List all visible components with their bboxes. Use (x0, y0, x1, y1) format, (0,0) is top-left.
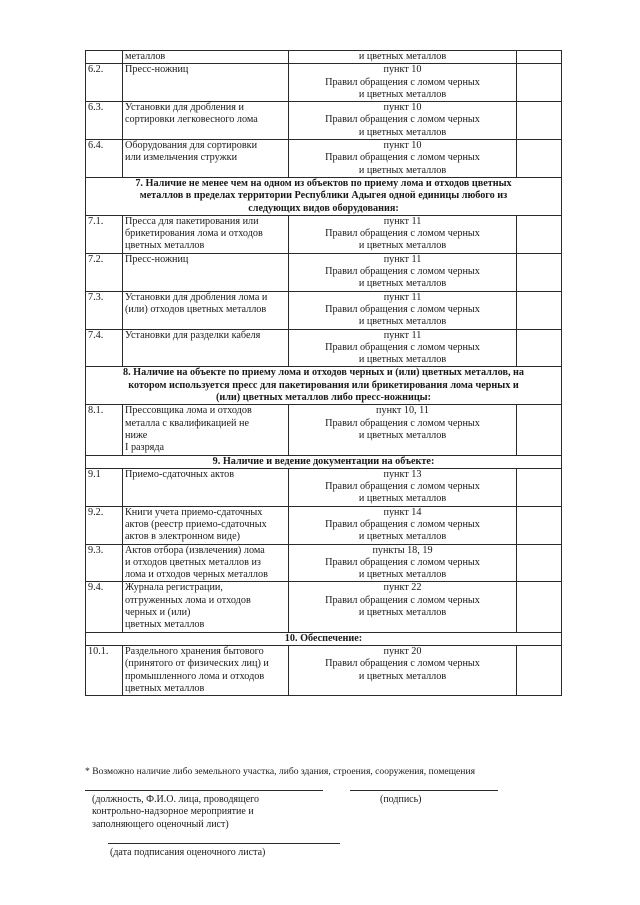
section-heading (86, 367, 562, 405)
regulation-reference-line: Правил обращения с ломом черных (325, 228, 480, 240)
regulation-reference-line: и цветных металлов (358, 493, 447, 505)
regulation-reference-line: пункт 14 (383, 506, 422, 518)
regulation-reference-line: и цветных металлов (358, 316, 447, 328)
regulation-reference-line: Правил обращения с ломом черных (325, 594, 480, 606)
checklist-row (86, 544, 562, 582)
item-number: 6.3. (86, 102, 123, 140)
answer-cell[interactable] (517, 215, 562, 253)
regulation-reference (289, 51, 517, 64)
item-description-line: I разряда (125, 442, 165, 454)
checklist-row (86, 140, 562, 178)
regulation-reference-line: и цветных металлов (358, 531, 447, 543)
regulation-reference (289, 253, 517, 291)
regulation-reference-line: и цветных металлов (358, 164, 447, 176)
item-description-line: Установки для дробления лома и (125, 291, 268, 303)
item-description-line: цветных металлов (125, 619, 205, 631)
regulation-reference-line: пункт 11 (383, 291, 422, 303)
item-description-line: отгруженных лома и отходов (125, 594, 251, 606)
answer-cell[interactable] (517, 405, 562, 455)
regulation-reference-line: Правил обращения с ломом черных (325, 114, 480, 126)
item-number: 9.4. (86, 582, 123, 632)
answer-cell[interactable] (517, 291, 562, 329)
regulation-reference (289, 329, 517, 367)
official-label (92, 794, 342, 831)
regulation-reference-line: и цветных металлов (358, 429, 447, 441)
section-heading (86, 632, 562, 645)
checklist-row (86, 253, 562, 291)
item-description (123, 140, 289, 178)
footnote: * Возможно наличие либо земельного участка, либо здания, строения, сооружения, помещения (85, 766, 475, 777)
regulation-reference-line: пункт 13 (383, 468, 422, 480)
regulation-reference-line: пункт 11 (383, 329, 422, 341)
item-number: 7.4. (86, 329, 123, 367)
item-description-line: Пресса для пакетирования или (125, 215, 259, 227)
regulation-reference-line: Правил обращения с ломом черных (325, 76, 480, 88)
answer-cell[interactable] (517, 506, 562, 544)
answer-cell[interactable] (517, 102, 562, 140)
item-number: 9.2. (86, 506, 123, 544)
item-description (123, 253, 289, 291)
checklist-row (86, 645, 562, 695)
answer-cell[interactable] (517, 582, 562, 632)
checklist-row (86, 51, 562, 64)
item-description-line: цветных металлов (125, 682, 205, 694)
checklist-row (86, 291, 562, 329)
answer-cell[interactable] (517, 64, 562, 102)
evaluation-sheet-page (85, 50, 561, 696)
item-description-line: и отходов цветных металлов из (125, 556, 261, 568)
date-signature-line (108, 843, 340, 844)
official-label-line: заполняющего оценочный лист) (92, 818, 229, 830)
item-description-line: актов в электронном виде) (125, 531, 240, 543)
regulation-reference-line: пункт 20 (383, 645, 422, 657)
regulation-reference-line: пункты 18, 19 (372, 544, 433, 556)
item-description (123, 544, 289, 582)
regulation-reference (289, 468, 517, 506)
checklist-row (86, 582, 562, 632)
item-number: 9.3. (86, 544, 123, 582)
item-description-line: брикетирования лома и отходов (125, 228, 263, 240)
item-description-line: Журнала регистрации, (125, 582, 223, 594)
section-heading-line: котором используется пресс для пакетирования или брикетирования лома черных и (128, 379, 519, 391)
regulation-reference-line: Правил обращения с ломом черных (325, 152, 480, 164)
checklist-row (86, 64, 562, 102)
section-heading-line: (или) цветных металлов либо пресс-ножницы: (215, 392, 432, 404)
regulation-reference-line: и цветных металлов (358, 670, 447, 682)
item-description (123, 291, 289, 329)
section-header-row (86, 367, 562, 405)
regulation-reference-line: Правил обращения с ломом черных (325, 518, 480, 530)
item-number: 8.1. (86, 405, 123, 455)
checklist-table (85, 50, 562, 696)
item-description (123, 468, 289, 506)
regulation-reference-line: пункт 10 (383, 64, 422, 76)
section-heading-line: 7. Наличие не менее чем на одном из объектов по приему лома и отходов цветных (135, 177, 512, 189)
item-description (123, 645, 289, 695)
item-description-line: сортировки легковесного лома (125, 114, 258, 126)
item-number: 6.2. (86, 64, 123, 102)
item-description-line: Книги учета приемо-сдаточных (125, 506, 263, 518)
item-description-line: (принятого от физических лиц) и (125, 658, 269, 670)
section-header-row (86, 177, 562, 215)
item-description-line: Пресс-ножниц (125, 253, 189, 265)
date-label: (дата подписания оценочного листа) (110, 847, 266, 858)
item-description-line: черных и (или) (125, 607, 191, 619)
regulation-reference-line: Правил обращения с ломом черных (325, 556, 480, 568)
item-description-line: лома и отходов черных металлов (125, 569, 268, 581)
item-number: 9.1 (86, 468, 123, 506)
item-number: 7.3. (86, 291, 123, 329)
section-heading (86, 455, 562, 468)
regulation-reference (289, 64, 517, 102)
official-signature-line (85, 790, 323, 791)
regulation-reference-line: пункт 10 (383, 140, 422, 152)
item-description-line: металла с квалификацией не (125, 417, 250, 429)
item-number: 7.1. (86, 215, 123, 253)
regulation-reference-line: Правил обращения с ломом черных (325, 481, 480, 493)
item-number: 10.1. (86, 645, 123, 695)
section-heading-line: 10. Обеспечение: (284, 632, 363, 644)
item-description-line: Установки для разделки кабеля (125, 329, 261, 341)
regulation-reference-line: пункт 22 (383, 582, 422, 594)
regulation-reference (289, 215, 517, 253)
regulation-reference-line: Правил обращения с ломом черных (325, 303, 480, 315)
answer-cell[interactable] (517, 253, 562, 291)
regulation-reference (289, 544, 517, 582)
regulation-reference (289, 645, 517, 695)
item-description-line: Прессовщика лома и отходов (125, 405, 252, 417)
regulation-reference-line: и цветных металлов (358, 240, 447, 252)
section-header-row (86, 455, 562, 468)
regulation-reference-line: Правил обращения с ломом черных (325, 341, 480, 353)
section-heading-line: металлов в пределах территории Республики Адыгея одной единицы любого из (139, 190, 508, 202)
item-description-line: цветных металлов (125, 240, 205, 252)
regulation-reference (289, 140, 517, 178)
regulation-reference-line: и цветных металлов (358, 88, 447, 100)
answer-cell[interactable] (517, 645, 562, 695)
item-description-line: металлов (125, 51, 166, 62)
item-description-line: Раздельного хранения бытового (125, 645, 264, 657)
regulation-reference (289, 291, 517, 329)
answer-cell[interactable] (517, 329, 562, 367)
official-label-line: контрольно-надзорное мероприятие и (92, 806, 254, 818)
checklist-row (86, 215, 562, 253)
item-description (123, 215, 289, 253)
item-description-line: Пресс-ножниц (125, 64, 189, 76)
regulation-reference-line: и цветных металлов (358, 569, 447, 581)
regulation-reference-line: и цветных металлов (358, 354, 447, 366)
item-description (123, 329, 289, 367)
regulation-reference-line: и цветных металлов (358, 278, 447, 290)
section-header-row (86, 632, 562, 645)
checklist-row (86, 102, 562, 140)
item-description (123, 102, 289, 140)
section-heading-line: следующих видов оборудования: (248, 202, 399, 214)
regulation-reference-line: Правил обращения с ломом черных (325, 417, 480, 429)
signature-label: (подпись) (380, 794, 422, 805)
regulation-reference-line: пункт 10 (383, 102, 422, 114)
answer-cell[interactable] (517, 468, 562, 506)
section-heading-line: 9. Наличие и ведение документации на объекте: (212, 455, 435, 467)
answer-cell[interactable] (517, 51, 562, 64)
regulation-reference-line: и цветных металлов (358, 51, 447, 62)
item-description (123, 405, 289, 455)
checklist-row (86, 329, 562, 367)
section-heading (86, 177, 562, 215)
regulation-reference-line: и цветных металлов (358, 607, 447, 619)
regulation-reference-line: и цветных металлов (358, 126, 447, 138)
item-number: 7.2. (86, 253, 123, 291)
item-description (123, 582, 289, 632)
regulation-reference (289, 582, 517, 632)
item-description-line: Установки для дробления и (125, 102, 244, 114)
item-description-line: Оборудования для сортировки (125, 140, 258, 152)
item-description (123, 64, 289, 102)
regulation-reference-line: пункт 10, 11 (376, 405, 429, 417)
item-description-line: актов (реестр приемо-сдаточных (125, 518, 267, 530)
checklist-row (86, 506, 562, 544)
answer-cell[interactable] (517, 544, 562, 582)
regulation-reference-line: Правил обращения с ломом черных (325, 266, 480, 278)
item-description (123, 51, 289, 64)
regulation-reference (289, 405, 517, 455)
item-description-line: Приемо-сдаточных актов (125, 468, 235, 480)
signature-line (350, 790, 498, 791)
regulation-reference-line: пункт 11 (383, 215, 422, 227)
item-description-line: Актов отбора (извлечения) лома (125, 544, 265, 556)
item-number (86, 51, 123, 64)
regulation-reference (289, 506, 517, 544)
item-description (123, 506, 289, 544)
item-description-line: (или) отходов цветных металлов (125, 303, 267, 315)
item-description-line: ниже (125, 429, 148, 441)
official-label-line: (должность, Ф.И.О. лица, проводящего (92, 794, 260, 805)
checklist-row (86, 468, 562, 506)
regulation-reference (289, 102, 517, 140)
answer-cell[interactable] (517, 140, 562, 178)
item-description-line: или измельчения стружки (125, 152, 238, 164)
section-heading-line: 8. Наличие на объекте по приему лома и отходов черных и (или) цветных металлов, на (122, 367, 525, 379)
regulation-reference-line: пункт 11 (383, 253, 422, 265)
item-number: 6.4. (86, 140, 123, 178)
checklist-row (86, 405, 562, 455)
item-description-line: промышленного лома и отходов (125, 670, 265, 682)
regulation-reference-line: Правил обращения с ломом черных (325, 658, 480, 670)
